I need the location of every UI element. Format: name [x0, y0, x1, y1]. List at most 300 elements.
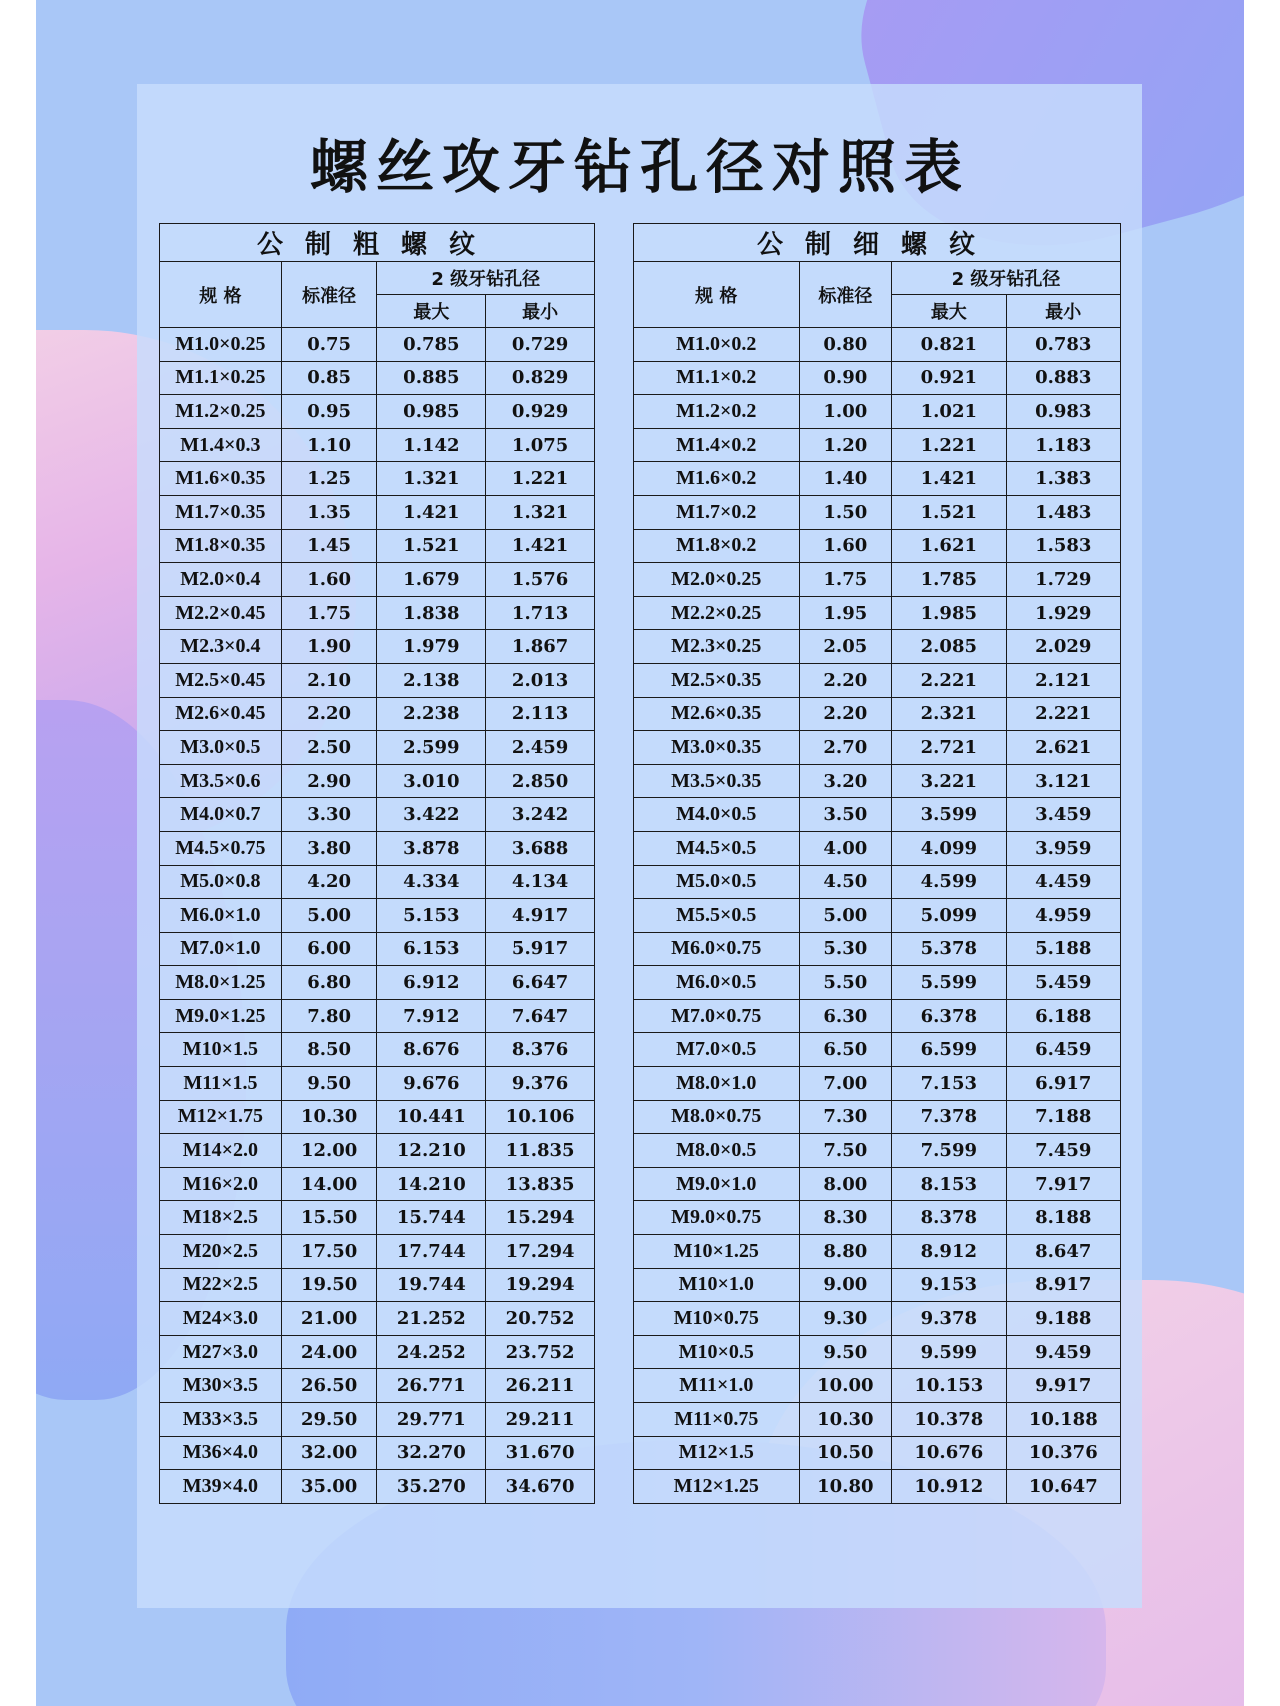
standard-diameter-cell: 8.80 [799, 1235, 892, 1269]
table-row [634, 361, 1121, 395]
min-drill-cell: 3.959 [1006, 831, 1120, 865]
spec-cell: M24×3.0 [160, 1302, 282, 1336]
standard-diameter-cell: 8.50 [281, 1033, 377, 1067]
max-drill-cell: 1.621 [892, 529, 1006, 563]
max-drill-cell: 24.252 [377, 1335, 486, 1369]
table-row [160, 428, 595, 462]
standard-diameter-cell: 14.00 [281, 1167, 377, 1201]
min-drill-cell: 1.576 [486, 563, 595, 597]
table-row [160, 764, 595, 798]
min-drill-cell: 1.383 [1006, 462, 1120, 496]
standard-diameter-cell: 4.50 [799, 865, 892, 899]
table-row [160, 1167, 595, 1201]
standard-diameter-cell: 1.50 [799, 495, 892, 529]
min-drill-cell: 2.221 [1006, 697, 1120, 731]
max-drill-cell: 5.153 [377, 899, 486, 933]
spec-cell: M20×2.5 [160, 1235, 282, 1269]
max-drill-cell: 7.599 [892, 1134, 1006, 1168]
standard-diameter-cell: 12.00 [281, 1134, 377, 1168]
table-row [160, 395, 595, 429]
standard-diameter-cell: 35.00 [281, 1470, 377, 1504]
spec-cell: M7.0×1.0 [160, 932, 282, 966]
min-drill-cell: 0.883 [1006, 361, 1120, 395]
standard-diameter-cell: 1.40 [799, 462, 892, 496]
spec-cell: M7.0×0.75 [634, 999, 800, 1033]
spec-cell: M1.6×0.35 [160, 462, 282, 496]
min-drill-cell: 8.917 [1006, 1268, 1120, 1302]
spec-cell: M4.5×0.75 [160, 831, 282, 865]
min-drill-cell: 19.294 [486, 1268, 595, 1302]
standard-diameter-cell: 10.30 [799, 1403, 892, 1437]
min-header: 最小 [486, 295, 595, 328]
table-row [160, 697, 595, 731]
min-drill-cell: 4.134 [486, 865, 595, 899]
max-drill-cell: 1.021 [892, 395, 1006, 429]
grade2-drill-header: 2 级牙钻孔径 [892, 262, 1121, 295]
table-row [634, 1335, 1121, 1369]
table-row [160, 1134, 595, 1168]
spec-cell: M33×3.5 [160, 1403, 282, 1437]
table-row [160, 1302, 595, 1336]
max-drill-cell: 8.153 [892, 1167, 1006, 1201]
min-drill-cell: 4.959 [1006, 899, 1120, 933]
spec-cell: M18×2.5 [160, 1201, 282, 1235]
standard-diameter-cell: 26.50 [281, 1369, 377, 1403]
spec-cell: M10×1.0 [634, 1268, 800, 1302]
standard-diameter-cell: 5.50 [799, 966, 892, 1000]
spec-cell: M6.0×0.75 [634, 932, 800, 966]
max-drill-cell: 7.912 [377, 999, 486, 1033]
standard-diameter-cell: 1.60 [799, 529, 892, 563]
min-drill-cell: 0.983 [1006, 395, 1120, 429]
min-drill-cell: 2.621 [1006, 731, 1120, 765]
min-drill-cell: 5.459 [1006, 966, 1120, 1000]
max-drill-cell: 4.599 [892, 865, 1006, 899]
standard-diameter-cell: 1.75 [281, 596, 377, 630]
standard-diameter-cell: 4.20 [281, 865, 377, 899]
min-drill-cell: 3.688 [486, 831, 595, 865]
max-drill-cell: 1.785 [892, 563, 1006, 597]
standard-diameter-cell: 3.50 [799, 798, 892, 832]
min-drill-cell: 5.917 [486, 932, 595, 966]
table-row [160, 1436, 595, 1470]
min-drill-cell: 9.188 [1006, 1302, 1120, 1336]
standard-diameter-cell: 2.10 [281, 663, 377, 697]
standard-diameter-cell: 0.75 [281, 328, 377, 362]
table-row [160, 1335, 595, 1369]
min-drill-cell: 0.729 [486, 328, 595, 362]
max-drill-cell: 1.679 [377, 563, 486, 597]
min-drill-cell: 1.583 [1006, 529, 1120, 563]
standard-diameter-cell: 8.30 [799, 1201, 892, 1235]
table-row [634, 495, 1121, 529]
standard-diameter-cell: 4.00 [799, 831, 892, 865]
standard-diameter-cell: 2.70 [799, 731, 892, 765]
spec-cell: M27×3.0 [160, 1335, 282, 1369]
min-drill-cell: 2.013 [486, 663, 595, 697]
spec-cell: M3.5×0.35 [634, 764, 800, 798]
spec-cell: M5.0×0.8 [160, 865, 282, 899]
spec-cell: M6.0×1.0 [160, 899, 282, 933]
max-drill-cell: 10.153 [892, 1369, 1006, 1403]
standard-diameter-cell: 1.00 [799, 395, 892, 429]
table-row [160, 596, 595, 630]
table-row [634, 932, 1121, 966]
standard-diameter-cell: 5.30 [799, 932, 892, 966]
standard-diameter-cell: 10.50 [799, 1436, 892, 1470]
standard-diameter-cell: 1.25 [281, 462, 377, 496]
spec-cell: M16×2.0 [160, 1167, 282, 1201]
spec-cell: M12×1.25 [634, 1470, 800, 1504]
table-row [634, 1268, 1121, 1302]
standard-diameter-cell: 7.50 [799, 1134, 892, 1168]
max-drill-cell: 2.238 [377, 697, 486, 731]
spec-cell: M11×0.75 [634, 1403, 800, 1437]
table-row [160, 630, 595, 664]
standard-diameter-cell: 0.85 [281, 361, 377, 395]
table-row [160, 1403, 595, 1437]
max-drill-cell: 10.676 [892, 1436, 1006, 1470]
table-row [634, 831, 1121, 865]
page-title: 螺丝攻牙钻孔径对照表 [309, 133, 970, 201]
spec-cell: M10×1.25 [634, 1235, 800, 1269]
standard-diameter-cell: 6.50 [799, 1033, 892, 1067]
spec-cell: M4.0×0.7 [160, 798, 282, 832]
max-drill-cell: 10.441 [377, 1100, 486, 1134]
standard-diameter-cell: 10.30 [281, 1100, 377, 1134]
min-drill-cell: 1.183 [1006, 428, 1120, 462]
min-drill-cell: 7.188 [1006, 1100, 1120, 1134]
table-row [634, 630, 1121, 664]
spec-cell: M8.0×1.0 [634, 1067, 800, 1101]
min-drill-cell: 1.867 [486, 630, 595, 664]
standard-diameter-cell: 2.20 [799, 697, 892, 731]
standard-diameter-cell: 2.50 [281, 731, 377, 765]
min-drill-cell: 1.729 [1006, 563, 1120, 597]
max-drill-cell: 9.153 [892, 1268, 1006, 1302]
min-drill-cell: 6.459 [1006, 1033, 1120, 1067]
max-drill-cell: 1.838 [377, 596, 486, 630]
table-row [634, 1470, 1121, 1504]
standard-diameter-cell: 0.95 [281, 395, 377, 429]
spec-cell: M1.0×0.2 [634, 328, 800, 362]
table-row [634, 529, 1121, 563]
max-drill-cell: 10.912 [892, 1470, 1006, 1504]
standard-diameter-cell: 2.90 [281, 764, 377, 798]
max-drill-cell: 0.985 [377, 395, 486, 429]
standard-diameter-cell: 10.00 [799, 1369, 892, 1403]
spec-cell: M22×2.5 [160, 1268, 282, 1302]
min-drill-cell: 11.835 [486, 1134, 595, 1168]
table-row [160, 462, 595, 496]
table-row [634, 1201, 1121, 1235]
min-drill-cell: 1.483 [1006, 495, 1120, 529]
table-row [634, 663, 1121, 697]
max-drill-cell: 32.270 [377, 1436, 486, 1470]
table-row [160, 731, 595, 765]
table-row [634, 395, 1121, 429]
table-row [160, 328, 595, 362]
spec-cell: M9.0×0.75 [634, 1201, 800, 1235]
max-drill-cell: 6.153 [377, 932, 486, 966]
min-drill-cell: 1.075 [486, 428, 595, 462]
table-row [160, 1235, 595, 1269]
spec-cell: M1.2×0.25 [160, 395, 282, 429]
max-header: 最大 [892, 295, 1006, 328]
max-drill-cell: 29.771 [377, 1403, 486, 1437]
max-header: 最大 [377, 295, 486, 328]
standard-diameter-cell: 1.75 [799, 563, 892, 597]
table-row [634, 798, 1121, 832]
coarse-thread-table [159, 223, 595, 1504]
min-drill-cell: 9.376 [486, 1067, 595, 1101]
spec-cell: M1.4×0.3 [160, 428, 282, 462]
standard-diameter-cell: 29.50 [281, 1403, 377, 1437]
min-drill-cell: 3.242 [486, 798, 595, 832]
spec-cell: M10×0.75 [634, 1302, 800, 1336]
standard-diameter-cell: 5.00 [281, 899, 377, 933]
table-row [634, 697, 1121, 731]
standard-diameter-cell: 1.35 [281, 495, 377, 529]
standard-diameter-cell: 9.30 [799, 1302, 892, 1336]
max-drill-cell: 1.421 [377, 495, 486, 529]
standard-diameter-cell: 5.00 [799, 899, 892, 933]
table-row [634, 1302, 1121, 1336]
standard-diameter-header: 标准径 [281, 262, 377, 328]
min-drill-cell: 2.121 [1006, 663, 1120, 697]
min-drill-cell: 8.188 [1006, 1201, 1120, 1235]
standard-diameter-cell: 24.00 [281, 1335, 377, 1369]
min-drill-cell: 6.917 [1006, 1067, 1120, 1101]
standard-diameter-cell: 15.50 [281, 1201, 377, 1235]
spec-cell: M1.6×0.2 [634, 462, 800, 496]
table-row [160, 563, 595, 597]
min-drill-cell: 1.421 [486, 529, 595, 563]
max-drill-cell: 1.321 [377, 462, 486, 496]
min-drill-cell: 23.752 [486, 1335, 595, 1369]
spec-cell: M7.0×0.5 [634, 1033, 800, 1067]
spec-cell: M1.1×0.25 [160, 361, 282, 395]
spec-cell: M5.5×0.5 [634, 899, 800, 933]
standard-diameter-cell: 7.80 [281, 999, 377, 1033]
min-drill-cell: 17.294 [486, 1235, 595, 1269]
standard-diameter-cell: 19.50 [281, 1268, 377, 1302]
standard-diameter-cell: 9.00 [799, 1268, 892, 1302]
max-drill-cell: 8.378 [892, 1201, 1006, 1235]
spec-cell: M2.3×0.4 [160, 630, 282, 664]
min-drill-cell: 0.783 [1006, 328, 1120, 362]
table-row [160, 1100, 595, 1134]
spec-cell: M2.2×0.25 [634, 596, 800, 630]
spec-cell: M2.0×0.4 [160, 563, 282, 597]
spec-cell: M2.0×0.25 [634, 563, 800, 597]
max-drill-cell: 2.085 [892, 630, 1006, 664]
standard-diameter-cell: 9.50 [799, 1335, 892, 1369]
max-drill-cell: 5.099 [892, 899, 1006, 933]
min-drill-cell: 2.459 [486, 731, 595, 765]
max-drill-cell: 6.599 [892, 1033, 1006, 1067]
standard-diameter-cell: 1.95 [799, 596, 892, 630]
spec-cell: M2.5×0.35 [634, 663, 800, 697]
min-drill-cell: 2.029 [1006, 630, 1120, 664]
table-row [634, 428, 1121, 462]
table-row [160, 495, 595, 529]
grade2-drill-header: 2 级牙钻孔径 [377, 262, 595, 295]
spec-cell: M11×1.0 [634, 1369, 800, 1403]
max-drill-cell: 9.599 [892, 1335, 1006, 1369]
standard-diameter-header: 标准径 [799, 262, 892, 328]
table-row [160, 999, 595, 1033]
table-row [160, 1369, 595, 1403]
table-row [160, 899, 595, 933]
standard-diameter-cell: 1.90 [281, 630, 377, 664]
max-drill-cell: 7.153 [892, 1067, 1006, 1101]
max-drill-cell: 3.422 [377, 798, 486, 832]
standard-diameter-cell: 1.45 [281, 529, 377, 563]
max-drill-cell: 1.521 [892, 495, 1006, 529]
max-drill-cell: 0.921 [892, 361, 1006, 395]
max-drill-cell: 2.599 [377, 731, 486, 765]
max-drill-cell: 1.979 [377, 630, 486, 664]
spec-cell: M5.0×0.5 [634, 865, 800, 899]
min-drill-cell: 0.929 [486, 395, 595, 429]
standard-diameter-cell: 6.30 [799, 999, 892, 1033]
spec-cell: M9.0×1.25 [160, 999, 282, 1033]
table-row [160, 1268, 595, 1302]
standard-diameter-cell: 0.90 [799, 361, 892, 395]
table-row [634, 462, 1121, 496]
standard-diameter-cell: 6.80 [281, 966, 377, 1000]
standard-diameter-cell: 1.10 [281, 428, 377, 462]
max-drill-cell: 0.885 [377, 361, 486, 395]
standard-diameter-cell: 2.20 [799, 663, 892, 697]
table-row [160, 529, 595, 563]
table-row [634, 865, 1121, 899]
max-drill-cell: 3.878 [377, 831, 486, 865]
table-row [634, 1100, 1121, 1134]
table-row [160, 1033, 595, 1067]
min-drill-cell: 8.647 [1006, 1235, 1120, 1269]
min-drill-cell: 3.121 [1006, 764, 1120, 798]
table-row [160, 361, 595, 395]
table-row [634, 1134, 1121, 1168]
max-drill-cell: 6.378 [892, 999, 1006, 1033]
min-drill-cell: 1.929 [1006, 596, 1120, 630]
spec-cell: M2.3×0.25 [634, 630, 800, 664]
standard-diameter-cell: 3.20 [799, 764, 892, 798]
min-header: 最小 [1006, 295, 1120, 328]
max-drill-cell: 9.378 [892, 1302, 1006, 1336]
spec-cell: M2.6×0.35 [634, 697, 800, 731]
min-drill-cell: 8.376 [486, 1033, 595, 1067]
table-row [634, 328, 1121, 362]
min-drill-cell: 6.647 [486, 966, 595, 1000]
table-row [634, 1235, 1121, 1269]
max-drill-cell: 9.676 [377, 1067, 486, 1101]
table-row [160, 1201, 595, 1235]
max-drill-cell: 2.721 [892, 731, 1006, 765]
spec-cell: M1.7×0.2 [634, 495, 800, 529]
max-drill-cell: 3.221 [892, 764, 1006, 798]
spec-cell: M1.2×0.2 [634, 395, 800, 429]
spec-cell: M8.0×0.75 [634, 1100, 800, 1134]
min-drill-cell: 10.106 [486, 1100, 595, 1134]
standard-diameter-cell: 7.30 [799, 1100, 892, 1134]
table-row [160, 865, 595, 899]
spec-cell: M2.5×0.45 [160, 663, 282, 697]
min-drill-cell: 3.459 [1006, 798, 1120, 832]
max-drill-cell: 10.378 [892, 1403, 1006, 1437]
spec-cell: M1.4×0.2 [634, 428, 800, 462]
table-row [160, 932, 595, 966]
table-row [634, 731, 1121, 765]
table-row [634, 899, 1121, 933]
spec-cell: M11×1.5 [160, 1067, 282, 1101]
standard-diameter-cell: 1.60 [281, 563, 377, 597]
min-drill-cell: 20.752 [486, 1302, 595, 1336]
max-drill-cell: 2.221 [892, 663, 1006, 697]
standard-diameter-cell: 9.50 [281, 1067, 377, 1101]
table-row [634, 1369, 1121, 1403]
min-drill-cell: 5.188 [1006, 932, 1120, 966]
spec-cell: M36×4.0 [160, 1436, 282, 1470]
max-drill-cell: 4.334 [377, 865, 486, 899]
table-row [634, 563, 1121, 597]
max-drill-cell: 17.744 [377, 1235, 486, 1269]
max-drill-cell: 12.210 [377, 1134, 486, 1168]
table-row [160, 1470, 595, 1504]
table-row [160, 798, 595, 832]
standard-diameter-cell: 32.00 [281, 1436, 377, 1470]
min-drill-cell: 4.459 [1006, 865, 1120, 899]
spec-cell: M3.0×0.5 [160, 731, 282, 765]
spec-cell: M14×2.0 [160, 1134, 282, 1168]
spec-cell: M4.5×0.5 [634, 831, 800, 865]
max-drill-cell: 14.210 [377, 1167, 486, 1201]
spec-cell: M12×1.5 [634, 1436, 800, 1470]
min-drill-cell: 1.221 [486, 462, 595, 496]
table-row [634, 1067, 1121, 1101]
spec-cell: M39×4.0 [160, 1470, 282, 1504]
standard-diameter-cell: 17.50 [281, 1235, 377, 1269]
spec-cell: M1.8×0.2 [634, 529, 800, 563]
max-drill-cell: 7.378 [892, 1100, 1006, 1134]
max-drill-cell: 5.378 [892, 932, 1006, 966]
spec-cell: M4.0×0.5 [634, 798, 800, 832]
max-drill-cell: 4.099 [892, 831, 1006, 865]
fine-table-heading: 公制细螺纹 [634, 224, 1121, 262]
standard-diameter-cell: 6.00 [281, 932, 377, 966]
spec-cell: M12×1.75 [160, 1100, 282, 1134]
max-drill-cell: 1.421 [892, 462, 1006, 496]
min-drill-cell: 7.917 [1006, 1167, 1120, 1201]
standard-diameter-cell: 10.80 [799, 1470, 892, 1504]
max-drill-cell: 1.221 [892, 428, 1006, 462]
standard-diameter-cell: 2.05 [799, 630, 892, 664]
table-row [160, 831, 595, 865]
table-row [160, 663, 595, 697]
min-drill-cell: 15.294 [486, 1201, 595, 1235]
spec-cell: M3.0×0.35 [634, 731, 800, 765]
table-row [634, 966, 1121, 1000]
min-drill-cell: 10.376 [1006, 1436, 1120, 1470]
standard-diameter-cell: 7.00 [799, 1067, 892, 1101]
spec-cell: M2.2×0.45 [160, 596, 282, 630]
standard-diameter-cell: 3.30 [281, 798, 377, 832]
spec-cell: M9.0×1.0 [634, 1167, 800, 1201]
min-drill-cell: 29.211 [486, 1403, 595, 1437]
spec-cell: M3.5×0.6 [160, 764, 282, 798]
